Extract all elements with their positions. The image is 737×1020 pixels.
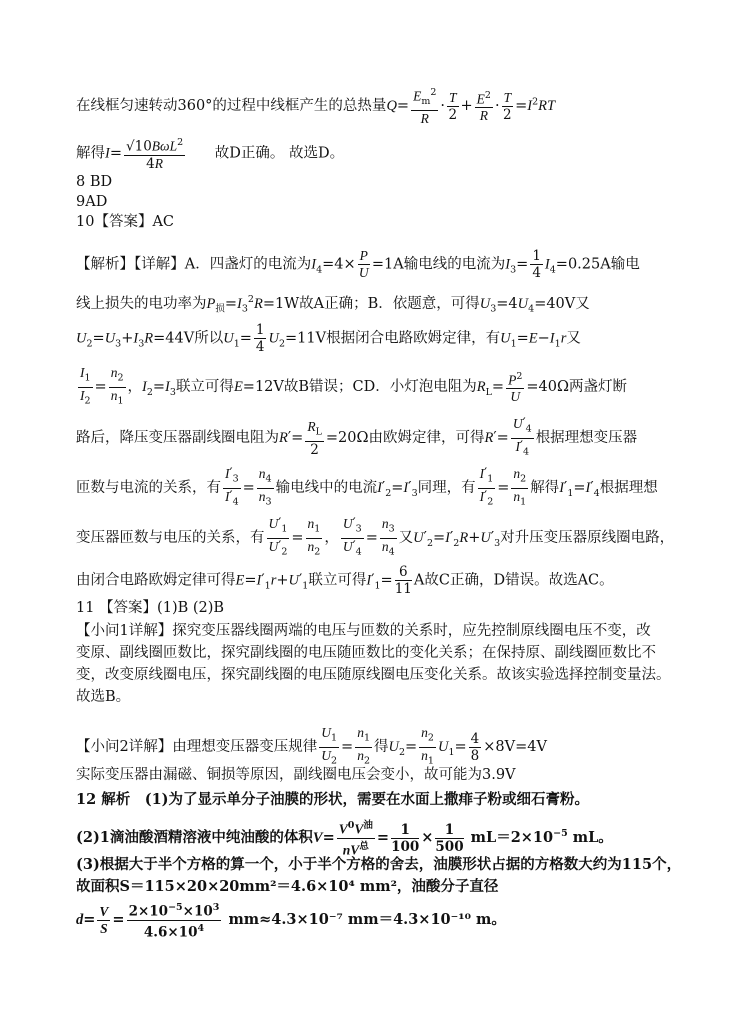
solve-pre: 解得: [76, 145, 105, 162]
q11-part1-line-2: 变原、副线圈匝数比，探究副线圈的电压随匝数比的变化关系；在保持原、副线圈匝数比不: [76, 645, 656, 661]
q10-line-1: 【解析】【详解】A．四盏灯的电流为$I_4=4\times$ $\frac{P}{U}$ =1A输电线的电流为$I_3=$ $\frac{1}{4}$ $I_4=0.25A$输电: [76, 248, 640, 281]
q10-line-7: 变压器匝数与电压的关系，有 $\frac{U'_1}{U'_2}$ = $\frac{n_1}{n_2}$ ， $\frac{U'_3}{U'_4}$ = $\frac{n_3}{n_4}$ 又$U'_2=I'_2R+U'_3$对升压变压器原线圈电路，: [76, 516, 675, 558]
q10-line-5: 路后，降压变压器副线圈电阻为R′= $\frac{R_L}{2}$ =20Ω由欧姆定律，可得R′= $\frac{U'_4}{I'_4}$ 根据理想变压器: [76, 416, 638, 458]
answer-10: 10【答案】AC: [76, 214, 175, 230]
q11-part1-line-1: 【小问1详解】探究变压器线圈两端的电压与匝数的关系时，应先控制原线圈电压不变，改: [76, 623, 651, 639]
solve-line: 解得I= $\frac{√10B\omega L^2}{4R}$ 故D正确。 故选D。: [76, 137, 345, 172]
answer-9: 9AD: [76, 194, 108, 210]
q12-line-3: (3)根据大于半个方格的算一个，小于半个方格的舍去，油膜形状占据的方格数大约为115个，: [76, 856, 682, 873]
q12-line-1: 12 解析 (1)为了显示单分子油膜的形状，需要在水面上撒痱子粉或细石膏粉。: [76, 791, 590, 808]
q12-line-2: (2)1滴油酸酒精溶液中纯油酸的体积V= $\frac{V^0V^油}{nV^总}$ = $\frac{1}{100}$ × $\frac{1}{500}$ $mL=2\times 10^{-5}$ mL。: [76, 820, 613, 857]
q10-line-8: 由闭合电路欧姆定律可得$E=I'_1r+U'_1$联立可得$I'_1=$ $\frac{6}{11}$ A故C正确，D错误。故选AC。: [76, 564, 614, 597]
q10-line-3: $U_2=U_3+I_3R=44V$所以$U_1=$ $\frac{1}{4}$ $U_2=11V$根据闭合电路欧姆定律，有$U_1=E-I_1r$又: [76, 322, 581, 355]
q12-line-4: 故面积S＝115×20×20mm²＝4.6×10⁴ mm²，油酸分子直径: [76, 878, 499, 895]
heat-text: 在线框匀速转动360°的过程中线框产生的总热量: [76, 98, 387, 115]
q12-line-5: d= $\frac{V}{S}$ = $\frac{2\times 10^{-5}\times 10^3}{4.6\times 10^4}$ mm≈4.3×10⁻⁷ mm＝4.3×10⁻¹⁰ m。: [76, 902, 506, 940]
q10-line-4: $\frac{I_1}{I_2}$ = $\frac{n_2}{n_1}$ ，$I_2=I_3$联立可得E=12V故B错误；CD．小灯泡电阻为$R_L=$ $\frac{P^2}{U}$ =40Ω两盏灯断: [80, 365, 627, 407]
q11-note: 实际变压器由漏磁、铜损等原因，副线圈电压会变小，故可能为3.9V: [76, 767, 516, 783]
answer-11: 11 【答案】(1)B (2)B: [76, 600, 225, 616]
q11-part2-line: 【小问2详解】由理想变压器变压规律 $\frac{U_1}{U_2}$ = $\frac{n_1}{n_2}$ 得$U_2=$ $\frac{n_2}{n_1}$ $U_1=$ $\frac{4}{8}$ ×8V=4V: [76, 725, 547, 767]
q10-line-2: 线上损失的电功率为$P_损=I_3^2R=1W$故A正确；B．依题意，可得$U_3=4U_4=40V$又: [76, 294, 590, 315]
q10-line-6: 匝数与电流的关系，有 $\frac{I'_3}{I'_4}$ = $\frac{n_4}{n_3}$ 输电线中的电流$I'_2=I'_3$同理，有 $\frac{I'_1}{I'_2}$ = $\frac{n_2}{n_1}$ 解得$I'_1=I'_4$根据理想: [76, 466, 658, 508]
q11-part1-line-3: 变，改变原线圈电压，探究副线圈的电压随原线圈电压变化关系。故该实验选择控制变量法。: [76, 667, 671, 683]
q11-part1-line-4: 故选B。: [76, 689, 131, 705]
heat-line: 在线框匀速转动360°的过程中线框产生的总热量Q= $\frac{E_m^2}{R}$ · $\frac{T}{2}$ + $\frac{E^2}{R}$ · $\frac{T}{2}$ $=I^2RT$: [76, 87, 556, 127]
answer-8: 8 BD: [76, 174, 113, 190]
solve-post: 故D正确。 故选D。: [214, 145, 345, 162]
